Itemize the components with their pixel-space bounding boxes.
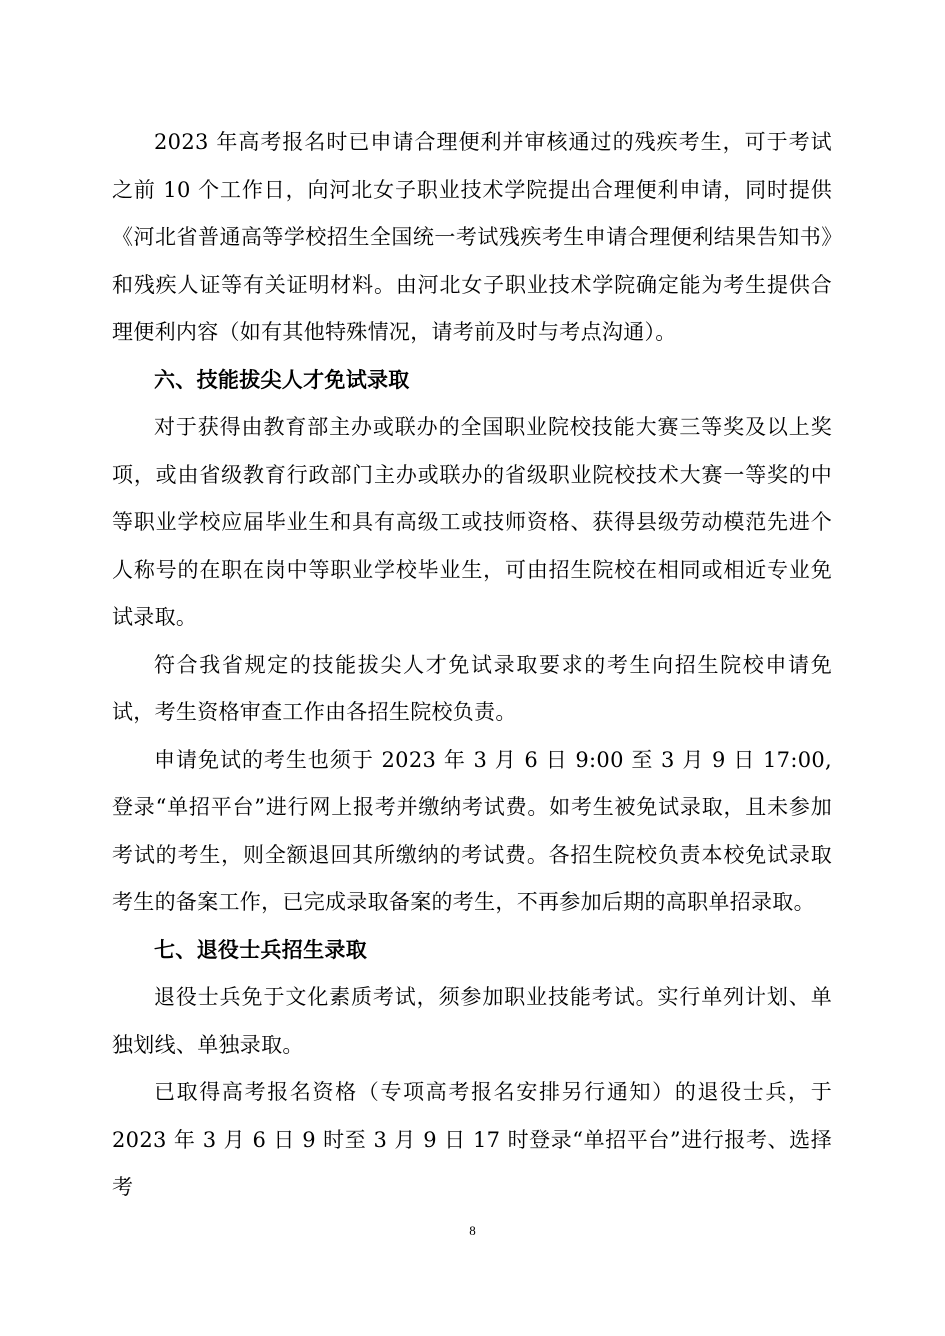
paragraph-exemption-registration: 申请免试的考生也须于 2023 年 3 月 6 日 9:00 至 3 月 9 日 17:00,登录“单招平台”进行网上报考并缴纳考试费。如考生被免试录取，且未参加考试的考生，则全额退回其所缴纳的考试费。各招生院校负责本校免试录取考生的备案工作，已完成录取备案的考生，不再参加后期的高职单招录取。 <box>112 747 832 914</box>
section-heading-6: 六、技能拔尖人才免试录取 <box>154 367 410 392</box>
paragraph-accommodation: 2023 年高考报名时已申请合理便利并审核通过的残疾考生，可于考试之前 10 个工作日，向河北女子职业技术学院提出合理便利申请，同时提供《河北省普通高等学校招生全国统一考试残疾考生申请合理便利结果告知书》和残疾人证等有关证明材料。由河北女子职业技术学院确定能为考生提供合理便利内容（如有其他特殊情况，请考前及时与考点沟通）。 <box>112 130 832 344</box>
paragraph-exemption-eligibility: 对于获得由教育部主办或联办的全国职业院校技能大赛三等奖及以上奖项，或由省级教育行政部门主办或联办的省级职业院校技术大赛一等奖的中等职业学校应届毕业生和具有高级工或技师资格、获得县级劳动模范先进个人称号的在职在岗中等职业学校毕业生，可由招生院校在相同或相近专业免试录取。 <box>112 415 832 629</box>
page-number: 8 <box>469 1223 476 1238</box>
paragraph-veterans-registration: 已取得高考报名资格（专项高考报名安排另行通知）的退役士兵，于 2023 年 3 月 6 日 9 时至 3 月 9 日 17 时登录“单招平台”进行报考、选择考 <box>112 1080 832 1199</box>
paragraph-veterans-policy: 退役士兵免于文化素质考试，须参加职业技能考试。实行单列计划、单独划线、单独录取。 <box>112 985 832 1057</box>
document-body <box>112 119 832 1212</box>
section-heading-7: 七、退役士兵招生录取 <box>154 937 367 962</box>
paragraph-exemption-application: 符合我省规定的技能拔尖人才免试录取要求的考生向招生院校申请免试，考生资格审查工作由各招生院校负责。 <box>112 652 832 724</box>
